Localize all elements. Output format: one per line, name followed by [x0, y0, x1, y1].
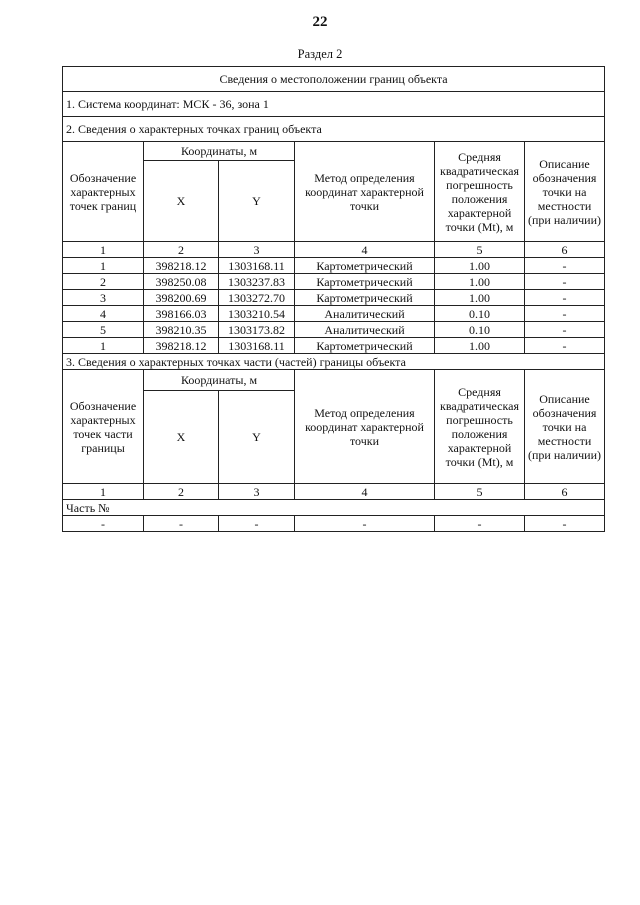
col-error-header: Средняя квадратическая погрешность положения характерной точки (Mt), м: [435, 370, 525, 484]
col-x-header: X: [144, 391, 219, 484]
y-cell: 1303168.11: [219, 338, 295, 354]
method-cell: Картометрический: [295, 274, 435, 290]
method-cell: Картометрический: [295, 290, 435, 306]
error-cell: 1.00: [435, 338, 525, 354]
y-cell: 1303210.54: [219, 306, 295, 322]
empty-cell: -: [525, 516, 605, 532]
method-cell: Картометрический: [295, 258, 435, 274]
empty-cell: -: [219, 516, 295, 532]
table-row: [63, 322, 605, 338]
column-number: 2: [144, 242, 219, 258]
col-desc-header: Описание обозначения точки на местности (при наличии): [525, 142, 605, 242]
desc-cell: -: [525, 258, 605, 274]
point-cell: 4: [63, 306, 144, 322]
col-y-header: Y: [219, 161, 295, 242]
x-cell: 398218.12: [144, 338, 219, 354]
column-numbers-row: [63, 484, 605, 500]
column-number: 5: [435, 242, 525, 258]
error-cell: 0.10: [435, 306, 525, 322]
x-cell: 398218.12: [144, 258, 219, 274]
col-method-header: Метод определения координат характерной точки: [295, 142, 435, 242]
column-number: 6: [525, 242, 605, 258]
table-row: [63, 338, 605, 354]
desc-cell: -: [525, 322, 605, 338]
table-title: Сведения о местоположении границ объекта: [63, 67, 605, 92]
column-number: 6: [525, 484, 605, 500]
x-cell: 398210.35: [144, 322, 219, 338]
table-row: [63, 306, 605, 322]
column-number: 3: [219, 484, 295, 500]
y-cell: 1303272.70: [219, 290, 295, 306]
coord-system: 1. Система координат: МСК - 36, зона 1: [63, 92, 605, 117]
point-cell: 5: [63, 322, 144, 338]
col-point-header: Обозначение характерных точек границ: [63, 142, 144, 242]
page-number: 22: [312, 14, 328, 30]
error-cell: 0.10: [435, 322, 525, 338]
col-error-header: Средняя квадратическая погрешность положения характерной точки (Mt), м: [435, 142, 525, 242]
column-number: 1: [63, 484, 144, 500]
x-cell: 398250.08: [144, 274, 219, 290]
block2-title: 2. Сведения о характерных точках границ объекта: [63, 117, 605, 142]
boundary-table: [62, 66, 605, 532]
empty-cell: -: [144, 516, 219, 532]
column-number: 4: [295, 484, 435, 500]
x-cell: 398166.03: [144, 306, 219, 322]
point-cell: 1: [63, 258, 144, 274]
section-label: Раздел 2: [297, 47, 343, 61]
point-cell: 2: [63, 274, 144, 290]
y-cell: 1303168.11: [219, 258, 295, 274]
table-row: [63, 258, 605, 274]
method-cell: Аналитический: [295, 322, 435, 338]
empty-cell: -: [295, 516, 435, 532]
desc-cell: -: [525, 274, 605, 290]
empty-cell: -: [435, 516, 525, 532]
column-numbers-row: [63, 242, 605, 258]
method-cell: Аналитический: [295, 306, 435, 322]
col-x-header: X: [144, 161, 219, 242]
table-row: [63, 516, 605, 532]
col-coords-header: Координаты, м: [144, 142, 295, 161]
part-label: Часть №: [63, 500, 605, 516]
desc-cell: -: [525, 338, 605, 354]
column-number: 4: [295, 242, 435, 258]
col-method-header: Метод определения координат характерной точки: [295, 370, 435, 484]
col-coords-header: Координаты, м: [144, 370, 295, 391]
error-cell: 1.00: [435, 274, 525, 290]
point-cell: 3: [63, 290, 144, 306]
table-row: [63, 290, 605, 306]
error-cell: 1.00: [435, 290, 525, 306]
column-number: 3: [219, 242, 295, 258]
block3-title: 3. Сведения о характерных точках части (частей) границы объекта: [63, 354, 605, 370]
table-row: [63, 274, 605, 290]
column-number: 1: [63, 242, 144, 258]
col-point-header: Обозначение характерных точек части границы: [63, 370, 144, 484]
column-number: 5: [435, 484, 525, 500]
col-y-header: Y: [219, 391, 295, 484]
error-cell: 1.00: [435, 258, 525, 274]
y-cell: 1303173.82: [219, 322, 295, 338]
desc-cell: -: [525, 290, 605, 306]
col-desc-header: Описание обозначения точки на местности (при наличии): [525, 370, 605, 484]
desc-cell: -: [525, 306, 605, 322]
point-cell: 1: [63, 338, 144, 354]
y-cell: 1303237.83: [219, 274, 295, 290]
method-cell: Картометрический: [295, 338, 435, 354]
column-number: 2: [144, 484, 219, 500]
x-cell: 398200.69: [144, 290, 219, 306]
empty-cell: -: [63, 516, 144, 532]
